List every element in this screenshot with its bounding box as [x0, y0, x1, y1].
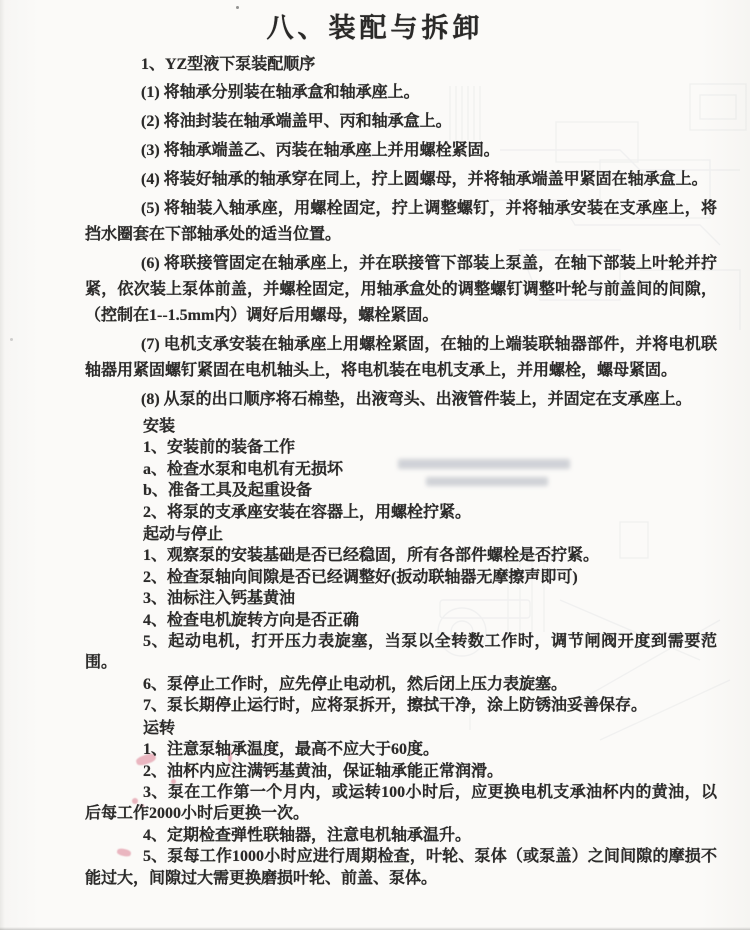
paragraph: 4、定期检查弹性联轴器，注意电机轴承温升。 — [143, 826, 472, 844]
paragraph: 1、观察泵的安装基础是否已经稳固，所有各部件螺栓是否拧紧。 — [143, 547, 600, 565]
paragraph: 3、泵在工作第一个月内，或运转100小时后，应更换电机支承油杯内的黄油，以后每工作2000小时后更换一次。 — [85, 783, 717, 823]
paragraph: 1、注意泵轴承温度，最高不应大于60度。 — [143, 741, 440, 759]
paragraph: 7、泵长期停止运行时，应将泵拆开，擦拭干净，涂上防锈油妥善保存。 — [143, 697, 648, 715]
paragraph: 3、油标注入钙基黄油 — [143, 590, 296, 608]
paragraph: (7) 电机支承安装在轴承座上用螺栓紧固，在轴的上端装联轴器部件，并将电机联轴器用紧固螺钉紧固在电机轴头上，将电机装在电机支承上，并用螺栓，螺母紧固。 — [85, 336, 717, 379]
section-heading: 起动与停止 — [143, 526, 224, 544]
paragraph: (6) 将联接管固定在轴承座上，并在联接管下部装上泵盖，在轴下部装上叶轮并拧紧，依次装上泵体前盖，并螺栓固定，用轴承盒处的调整螺钉调整叶轮与前盖间的间隙，（控制在1--1.5mm内）调好后用螺母，螺栓紧固。 — [85, 255, 717, 324]
paragraph: (2) 将油封装在轴承端盖甲、丙和轴承盒上。 — [141, 113, 452, 130]
section-heading: 运转 — [143, 719, 176, 737]
document-body — [85, 52, 717, 889]
paragraph: 5、泵每工作1000小时应进行周期检查，叶轮、泵体（或泵盖）之间间隙的摩损不能过大，间隙过大需更换磨损叶轮、前盖、泵体。 — [85, 848, 717, 887]
paragraph: 6、泵停止工作时，应先停止电动机，然后闭上压力表旋塞。 — [143, 675, 568, 693]
document-section — [85, 718, 717, 889]
paragraph: 1、安装前的装备工作 — [143, 439, 296, 457]
section-heading: 1、YZ型液下泵装配顺序 — [141, 56, 316, 73]
paragraph: 2、油杯内应注满钙基黄油，保证轴承能正常润滑。 — [143, 762, 504, 780]
section-heading: 安装 — [143, 418, 176, 435]
paragraph: (1) 将轴承分别装在轴承盒和轴承座上。 — [141, 84, 420, 101]
document-section — [85, 524, 717, 717]
paragraph: 2、检查泵轴向间隙是否已经调整好(扳动联轴器无摩擦声即可) — [143, 568, 578, 586]
dust-speck — [10, 338, 13, 341]
paragraph: b、准备工具及起重设备 — [143, 482, 312, 500]
paragraph: 2、将泵的支承座安装在容器上，用螺栓拧紧。 — [143, 503, 472, 521]
paragraph: (3) 将轴承端盖乙、丙装在轴承座上并用螺栓紧固。 — [141, 142, 500, 159]
paragraph: a、检查水泵和电机有无损坏 — [143, 460, 344, 478]
paragraph: (8) 从泵的出口顺序将石棉垫，出液弯头、出液管件装上，并固定在支承座上。 — [141, 391, 692, 408]
paragraph: 5、起动电机，打开压力表旋塞，当泵以全转数工作时，调节闸阀开度到需要范围。 — [85, 633, 717, 672]
paragraph: (4) 将装好轴承的轴承穿在同上，拧上圆螺母，并将轴承端盖甲紧固在轴承盒上。 — [141, 171, 708, 188]
document-section — [85, 52, 717, 413]
paragraph: (5) 将轴装入轴承座，用螺栓固定，拧上调整螺钉，并将轴承安装在支承座上，将挡水圈套在下部轴承处的适当位置。 — [85, 200, 717, 243]
paragraph: 4、检查电机旋转方向是否正确 — [143, 611, 360, 629]
document-section — [85, 416, 717, 523]
page-title: 八、装配与拆卸 — [266, 13, 484, 43]
